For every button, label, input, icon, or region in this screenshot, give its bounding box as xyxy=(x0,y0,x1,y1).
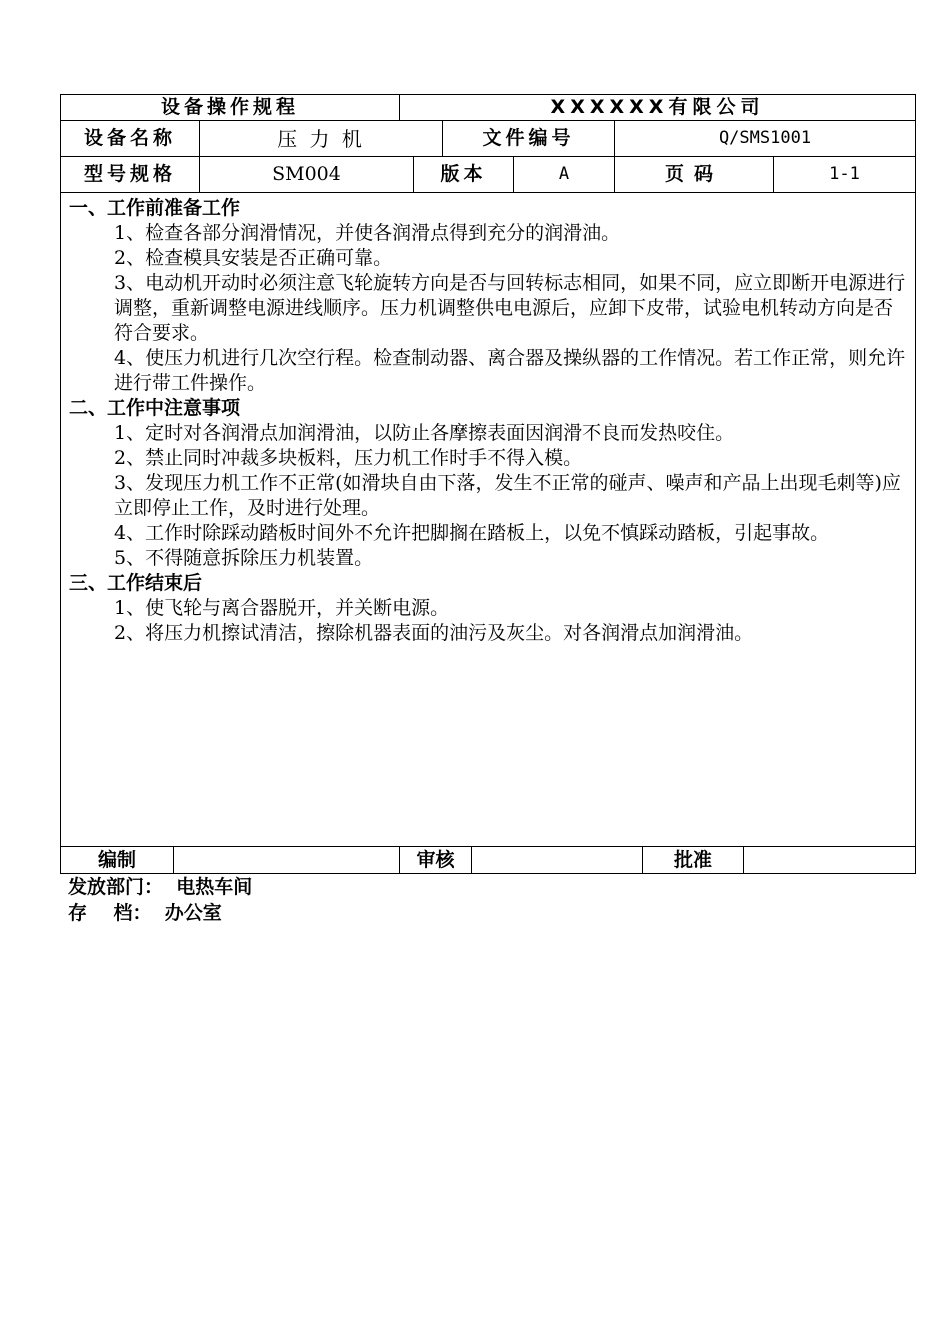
approve-value xyxy=(744,847,915,873)
list-item: 4、使压力机进行几次空行程。检查制动器、离合器及操纵器的工作情况。若工作正常，则允许进行带工件操作。 xyxy=(114,347,906,394)
signoff-row xyxy=(61,847,915,873)
approve-label: 批准 xyxy=(643,847,744,873)
section-preparation xyxy=(69,196,907,396)
list-item: 5、不得随意拆除压力机装置。 xyxy=(114,547,374,569)
company-name: XXXXXX有限公司 xyxy=(550,96,765,118)
list-item: 2、禁止同时冲裁多块板料，压力机工作时手不得入模。 xyxy=(114,447,583,469)
file-number-value: Q/SMS1001 xyxy=(718,128,812,148)
procedure-document xyxy=(60,94,916,926)
list-item: 1、检查各部分润滑情况，并使各润滑点得到充分的润滑油。 xyxy=(114,222,621,244)
equipment-name-value: 压 力 机 xyxy=(200,121,443,156)
file-number-label: 文件编号 xyxy=(443,121,615,156)
compile-label: 编制 xyxy=(61,847,174,873)
list-item: 1、使飞轮与离合器脱开，并关断电源。 xyxy=(114,597,450,619)
archive-location: 存 档： 办公室 xyxy=(68,902,222,924)
list-item: 3、发现压力机工作不正常(如滑块自由下落，发生不正常的碰声、噪声和产品上出现毛刺等)应立即停止工作，及时进行处理。 xyxy=(114,472,901,519)
issuing-department: 发放部门： 电热车间 xyxy=(68,876,253,898)
section-title: 三、工作结束后 xyxy=(69,572,203,594)
list-item: 3、电动机开动时必须注意飞轮旋转方向是否与回转标志相同，如果不同，应立即断开电源进行调整，重新调整电源进线顺序。压力机调整供电电源后，应卸下皮带，试验电机转动方向是否符合要求。 xyxy=(114,272,906,344)
list-item: 2、将压力机擦试清洁，擦除机器表面的油污及灰尘。对各润滑点加润滑油。 xyxy=(114,622,754,644)
equipment-name-label: 设备名称 xyxy=(61,121,200,156)
version-label: 版本 xyxy=(414,157,514,192)
list-item: 2、检查模具安装是否正确可靠。 xyxy=(114,247,393,269)
list-item: 1、定时对各润滑点加润滑油，以防止各摩擦表面因润滑不良而发热咬住。 xyxy=(114,422,735,444)
procedure-body xyxy=(61,193,915,847)
version-value: A xyxy=(514,157,615,192)
page-value: 1-1 xyxy=(829,164,860,184)
model-value: SM004 xyxy=(200,157,414,192)
title-row xyxy=(61,95,915,121)
section-after-work xyxy=(69,571,907,646)
equipment-row xyxy=(61,121,915,157)
model-label: 型号规格 xyxy=(61,157,200,192)
procedure-table xyxy=(60,94,916,874)
section-in-operation xyxy=(69,396,907,571)
model-row xyxy=(61,157,915,193)
page-label: 页码 xyxy=(615,157,774,192)
compile-value xyxy=(174,847,400,873)
section-title: 二、工作中注意事项 xyxy=(69,397,241,419)
review-label: 审核 xyxy=(400,847,472,873)
section-title: 一、工作前准备工作 xyxy=(69,197,241,219)
review-value xyxy=(472,847,643,873)
list-item: 4、工作时除踩动踏板时间外不允许把脚搁在踏板上，以免不慎踩动踏板，引起事故。 xyxy=(114,522,830,544)
document-title: 设备操作规程 xyxy=(61,95,400,120)
